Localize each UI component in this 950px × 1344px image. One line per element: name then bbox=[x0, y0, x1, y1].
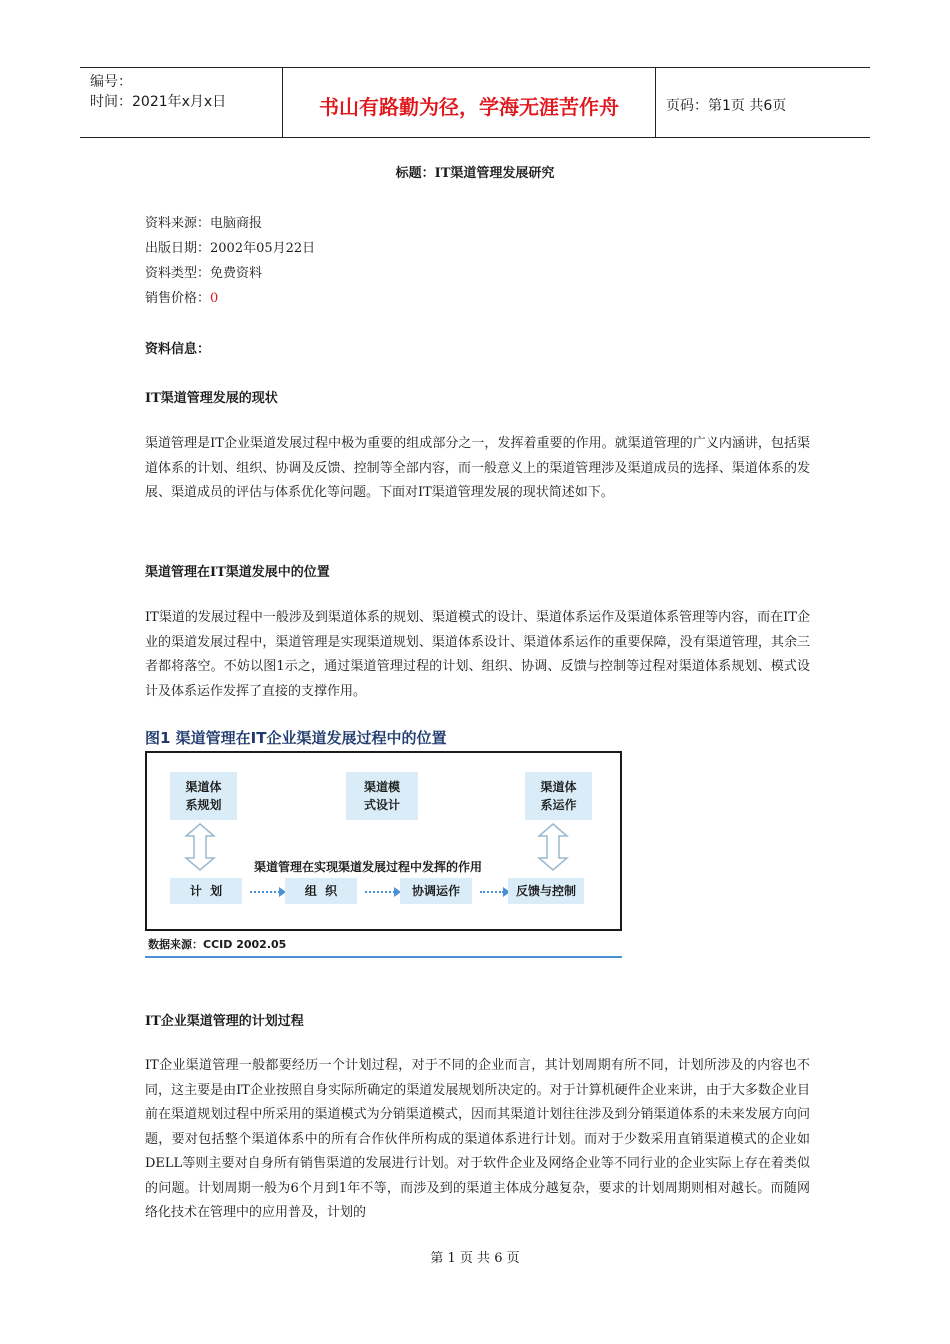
double-arrow-icon bbox=[180, 822, 220, 872]
double-arrow-icon bbox=[533, 822, 573, 872]
meta-source: 资料来源：电脑商报 bbox=[145, 216, 263, 231]
figure-box-feedback-control: 反馈与控制 bbox=[508, 878, 584, 904]
page-footer: 第 1 页 共 6 页 bbox=[430, 1251, 520, 1266]
figure-box-system-operation: 渠道体 系运作 bbox=[525, 772, 592, 820]
section1-paragraph: 渠道管理是IT企业渠道发展过程中极为重要的组成部分之一，发挥着重要的作用。就渠道管理的广义内涵讲，包括渠道体系的计划、组织、协调及反馈、控制等全部内容，而一般意义上的渠道管理涉及渠道成员的选择、渠道体系的发展、渠道成员的评估与体系优化等问题。下面对IT渠道管理发展的现状简述如下。 bbox=[145, 436, 810, 500]
section3-heading: IT企业渠道管理的计划过程 bbox=[145, 1014, 304, 1029]
section2-paragraph: IT渠道的发展过程中一般涉及到渠道体系的规划、渠道模式的设计、渠道体系运作及渠道体系管理等内容，而在IT企业的渠道发展过程中，渠道管理是实现渠道规划、渠道体系设计、渠道体系运作的重要保障，没有渠道管理，其余三者都将落空。不妨以图1示之，通过渠道管理过程的计划、组织、协调、反馈与控制等过程对渠道体系规划、模式设计及体系运作发挥了直接的支撑作用。 bbox=[145, 610, 810, 699]
figure-box-coordinate: 协调运作 bbox=[400, 878, 472, 904]
dotted-arrow-icon bbox=[365, 891, 395, 895]
header-table bbox=[80, 67, 870, 138]
meta-price-label: 销售价格： bbox=[145, 291, 211, 306]
figure-middle-label: 渠道管理在实现渠道发展过程中发挥的作用 bbox=[254, 860, 483, 874]
section1-heading: IT渠道管理发展的现状 bbox=[145, 391, 278, 406]
figure-box-mode-design: 渠道模 式设计 bbox=[346, 772, 418, 820]
figure-source: 数据来源：CCID 2002.05 bbox=[148, 938, 287, 951]
meta-type: 资料类型：免费资料 bbox=[145, 266, 263, 281]
time-label: 时间：2021年x月x日 bbox=[90, 94, 227, 110]
section2-heading: 渠道管理在IT渠道发展中的位置 bbox=[145, 565, 330, 580]
dotted-arrow-icon bbox=[480, 891, 504, 895]
number-label: 编号： bbox=[90, 74, 132, 90]
figure-box-plan: 计 划 bbox=[170, 878, 242, 904]
figure-caption: 图1 渠道管理在IT企业渠道发展过程中的位置 bbox=[145, 729, 447, 747]
header-left-cell bbox=[80, 68, 282, 137]
dotted-arrow-icon bbox=[250, 891, 280, 895]
header-page-info: 页码：第1页 共6页 bbox=[666, 97, 787, 114]
meta-price bbox=[145, 287, 218, 306]
meta-price-value: 0 bbox=[210, 291, 219, 306]
figure-box-organize: 组 织 bbox=[285, 878, 357, 904]
header-motto: 书山有路勤为径，学海无涯苦作舟 bbox=[282, 68, 656, 137]
figure-bottom-rule bbox=[145, 956, 622, 958]
info-heading: 资料信息： bbox=[145, 342, 211, 357]
section3-paragraph: IT企业渠道管理一般都要经历一个计划过程，对于不同的企业而言，其计划周期有所不同，计划所涉及的内容也不同，这主要是由IT企业按照自身实际所确定的渠道发展规划所决定的。对于计算机硬件企业来讲，由于大多数企业目前在渠道规划过程中所采用的渠道模式为分销渠道模式，因而其渠道计划往往涉及到分销渠道体系的未来发展方向问题，要对包括整个渠道体系中的所有合作伙伴所构成的渠道体系进行计划。而对于少数采用直销渠道模式的企业如DELL等则主要对自身所有销售渠道的发展进行计划。对于软件企业及网络企业等不同行业的企业实际上存在着类似的问题。计划周期一般为6个月到1年不等，而涉及到的渠道主体成分越复杂，要求的计划周期则相对越长。而随网络化技术在管理中的应用普及，计划的 bbox=[145, 1058, 810, 1220]
figure-box-planning-system: 渠道体 系规划 bbox=[170, 772, 237, 820]
meta-date: 出版日期：2002年05月22日 bbox=[145, 241, 316, 256]
document-title: 标题：IT渠道管理发展研究 bbox=[395, 166, 555, 181]
